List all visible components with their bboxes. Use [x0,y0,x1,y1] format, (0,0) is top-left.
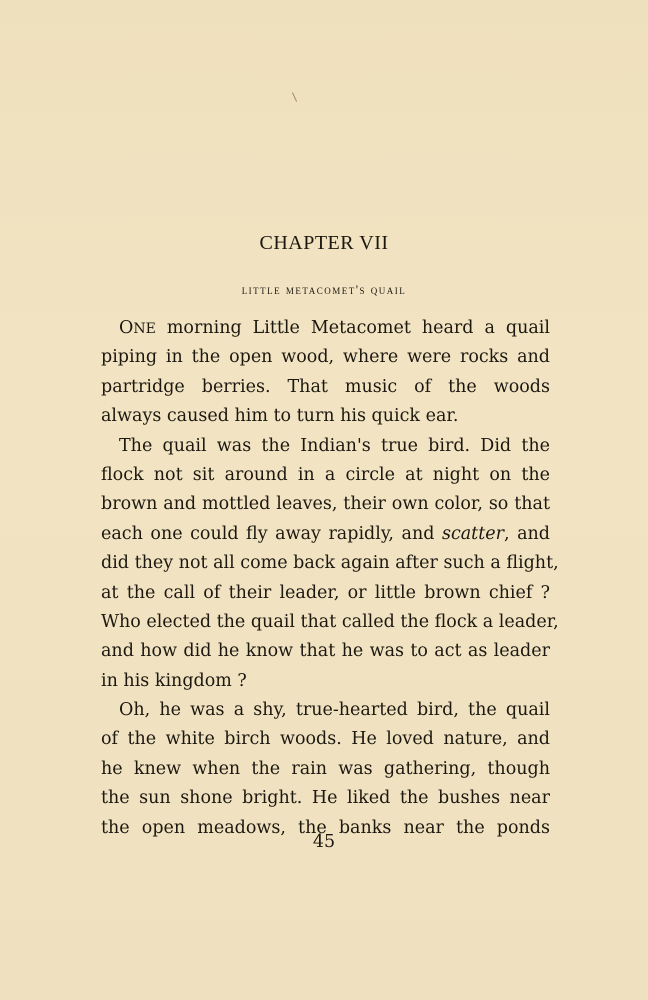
text-line: of the white birch woods. He loved nature, and [101,729,550,750]
text-line-rest: morning Little Metacomet heard a quail [166,318,550,338]
text-line: each one could fly away rapidly, and scatter, and [101,523,550,544]
text-line: did they not all come back again after such a flight, [101,553,559,574]
text-line: brown and mottled leaves, their own color, so that [101,494,550,515]
chapter-subtitle: little metacomet's quail [241,282,407,297]
text-line: the sun shone bright. He liked the bushes near [101,788,550,809]
text-line: The quail was the Indian's true bird. Did the [119,435,550,456]
text-line: Who elected the quail that called the flock a leader, [101,611,559,632]
text-line: at the call of their leader, or little brown chief ? [101,582,550,603]
text-line: partridge berries. That music of the woods [101,376,550,397]
body-text [101,314,559,843]
text-line: the open meadows, the banks near the ponds [101,817,550,838]
paper-speck [292,92,297,101]
chapter-heading: CHAPTER VII [259,232,389,254]
text-line: flock not sit around in a circle at night on the [101,464,550,485]
text-line: piping in the open wood, where were rocks and [101,347,550,368]
text-line: and how did he know that he was to act as leader [101,641,550,662]
text-line: ONE morning Little Metacomet heard a quail [119,318,550,338]
text-line: he knew when the rain was gathering, though [101,758,550,779]
page-number: 45 [312,832,336,852]
text-line: Oh, he was a shy, true-hearted bird, the quail [119,700,550,721]
text-line: in his kingdom ? [101,670,247,691]
text-line: always caused him to turn his quick ear. [101,406,459,427]
